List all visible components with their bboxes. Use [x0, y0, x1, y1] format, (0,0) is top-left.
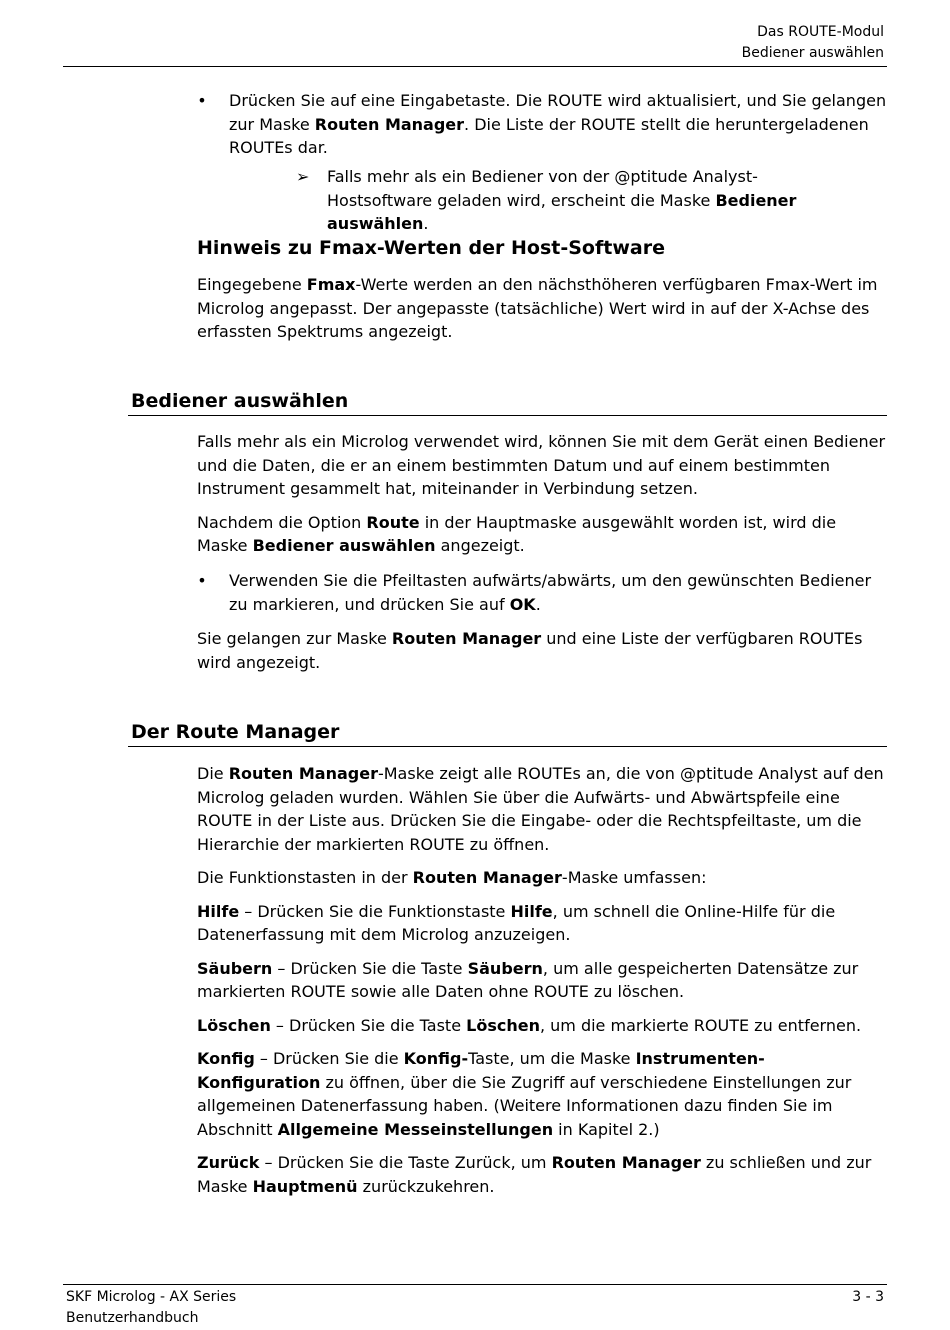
- section2-paragraph-1: [197, 762, 887, 856]
- text-run: Drücken Sie auf eine Eingabetaste. Die ROUTE wird aktualisiert, und Sie gelangen zur Maske: [229, 91, 887, 134]
- footer-product: SKF Microlog - AX Series: [66, 1289, 237, 1305]
- text-run: Eingegebene: [197, 275, 307, 294]
- bold-term: Säubern: [197, 958, 273, 978]
- note-heading: Hinweis zu Fmax-Werten der Host-Software: [197, 237, 665, 259]
- bold-term: Konfig-: [403, 1049, 469, 1068]
- footer-left: [66, 1287, 236, 1329]
- bold-term: Löschen: [466, 1015, 540, 1035]
- section1-body: [197, 430, 887, 558]
- text-run: -Maske zeigt alle ROUTEs an, die von @ptitude Analyst auf den Microlog geladen wurden. Wählen Sie über die Aufwärts- und Abwärtspfeile eine ROUTE in der Liste aus. Drücken Sie die Eingabe- oder die Rechtspfeiltaste, um die Hierarchie der markierten ROUTE zu öffnen.: [197, 764, 884, 854]
- section2-paragraph-2: [197, 866, 887, 890]
- text-run: .: [423, 214, 429, 233]
- function-key-loeschen: [197, 1014, 887, 1038]
- text-run: .: [535, 594, 541, 614]
- sub-bullet-text: [327, 165, 856, 236]
- function-key-saeubern: [197, 957, 887, 1004]
- text-run: Verwenden Sie die Pfeiltasten aufwärts/abwärts, um den gewünschten Bediener zu markieren, und drücken Sie auf: [229, 571, 872, 614]
- text-run: , um alle gespeicherten Datensätze zur markierten ROUTE sowie alle Daten ohne ROUTE zu löschen.: [197, 958, 859, 1001]
- text-run: zu öffnen, über die Sie Zugriff auf verschiedene Einstellungen zur allgemeinen Datenerfassung haben. (Weitere Informationen dazu finden Sie im Abschnitt: [197, 1072, 852, 1139]
- section1-paragraph-1: Falls mehr als ein Microlog verwendet wird, können Sie mit dem Gerät einen Bediener und die Daten, die er an einem bestimmten Datum und auf einem bestimmten Instrument gesammelt hat, miteinander in Verbindung setzen.: [197, 432, 886, 498]
- footer-rule: [63, 1284, 887, 1285]
- bold-term: Hauptmenü: [252, 1176, 358, 1196]
- section-heading-route-manager: Der Route Manager: [131, 721, 340, 743]
- text-run: in der Hauptmaske ausgewählt worden ist, wird die Maske: [197, 512, 837, 555]
- bold-term: Routen Manager: [228, 764, 378, 783]
- bold-term: Hilfe: [197, 901, 240, 921]
- page-number: 3 - 3: [852, 1289, 884, 1305]
- bold-term: Route: [366, 512, 420, 532]
- bold-term: Routen Manager: [412, 868, 562, 887]
- text-run: in Kapitel 2.): [553, 1119, 660, 1139]
- section1-body-2: [197, 627, 887, 674]
- bold-term: OK: [509, 594, 536, 614]
- bold-term: Fmax: [306, 275, 356, 294]
- text-run: -Maske umfassen:: [561, 868, 707, 887]
- header-chapter: Das ROUTE-Modul: [757, 24, 884, 40]
- bold-term: Routen Manager: [391, 629, 542, 648]
- bold-term: Säubern: [467, 958, 543, 978]
- bold-term: Routen Manager: [551, 1153, 701, 1172]
- running-header: [742, 22, 884, 64]
- text-run: Nachdem die Option: [197, 512, 367, 532]
- text-run: – Drücken Sie die Funktionstaste: [239, 901, 511, 921]
- section1-bullet: [197, 569, 887, 617]
- function-key-hilfe: [197, 900, 887, 947]
- bold-term: Allgemeine Messeinstellungen: [277, 1119, 554, 1139]
- text-run: Taste, um die Maske: [468, 1049, 636, 1068]
- text-run: Die: [197, 764, 229, 783]
- text-run: Die Funktionstasten in der: [197, 868, 413, 887]
- function-key-konfig: [197, 1047, 887, 1141]
- text-run: , um schnell die Online-Hilfe für die Datenerfassung mit dem Microlog anzuzeigen.: [197, 901, 836, 944]
- arrow-bullet-icon: ➢: [296, 167, 310, 186]
- section-heading-bediener: Bediener auswählen: [131, 390, 349, 412]
- bold-term: Hilfe: [510, 901, 553, 921]
- text-run: Falls mehr als ein Bediener von der @ptitude Analyst-Hostsoftware geladen wird, erscheint die Maske: [327, 167, 758, 210]
- header-rule: [63, 66, 887, 67]
- bullet-marker: •: [197, 91, 207, 110]
- note-body: [197, 273, 887, 344]
- section-rule: [128, 746, 887, 747]
- text-run: , um die markierte ROUTE zu entfernen.: [539, 1015, 862, 1035]
- bold-term: Instrumenten-Konfiguration: [197, 1049, 765, 1092]
- bullet-text: [229, 569, 887, 616]
- text-run: – Drücken Sie die Taste: [272, 958, 468, 978]
- bold-term: Routen Manager: [314, 114, 465, 134]
- text-run: und eine Liste der verfügbaren ROUTEs wird angezeigt.: [197, 629, 863, 672]
- text-run: – Drücken Sie die Taste: [270, 1015, 467, 1035]
- text-run: . Die Liste der ROUTE stellt die heruntergeladenen ROUTEs dar.: [229, 114, 869, 157]
- text-run: angezeigt.: [435, 536, 525, 555]
- text-run: – Drücken Sie die: [254, 1049, 404, 1068]
- note-paragraph: [197, 273, 887, 344]
- bold-term: Bediener auswählen: [252, 536, 436, 555]
- function-key-zurueck: [197, 1151, 887, 1198]
- section1-paragraph-2: [197, 511, 887, 558]
- section-rule: [128, 415, 887, 416]
- bold-term: Zurück: [197, 1153, 260, 1172]
- bold-term: Löschen: [197, 1015, 271, 1035]
- footer-manual: Benutzerhandbuch: [66, 1310, 199, 1326]
- text-run: – Drücken Sie die Taste Zurück, um: [259, 1153, 552, 1172]
- bullet-text: [229, 89, 887, 160]
- section1-paragraph-3: [197, 627, 887, 674]
- bold-term: Bediener auswählen: [327, 190, 797, 233]
- text-run: zu schließen und zur Maske: [197, 1153, 872, 1196]
- sub-bullet: [296, 165, 856, 233]
- header-section: Bediener auswählen: [741, 45, 884, 61]
- intro-bullet: [197, 89, 887, 161]
- text-run: -Werte werden an den nächsthöheren verfügbaren Fmax-Wert im Microlog angepasst. Der angepasste (tatsächliche) Wert wird in auf der X-Achse des erfassten Spektrums angezeigt.: [197, 275, 878, 341]
- text-run: zurückzukehren.: [357, 1176, 495, 1196]
- text-run: Sie gelangen zur Maske: [197, 629, 392, 648]
- bullet-marker: •: [197, 571, 207, 590]
- section2-body: [197, 762, 887, 1198]
- bold-term: Konfig: [197, 1049, 255, 1068]
